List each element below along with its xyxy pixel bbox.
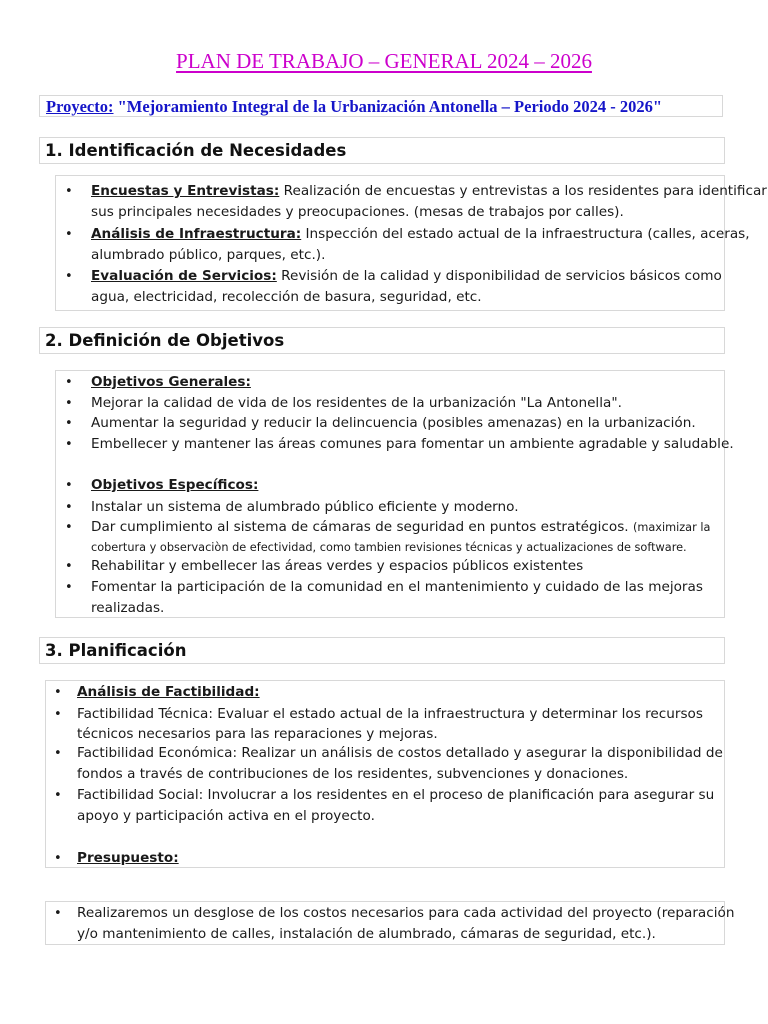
section-3-list: • Análisis de Factibilidad: • Factibilidad Técnica: Evaluar el estado actual de la infraestructura y determinar los recursos técnicos necesarios para las reparaciones y mejoras. • Factibilidad Económica: Realizar un análisis de costos detallado y asegurar la disponibilidad de fondos a través de contribuciones de los residentes, subvenciones y donaciones. • Factibilidad Social: Involucrar a los residentes en el proceso de planificación para asegurar su apoyo y participación activa en el proyecto. • Presupuesto:	[45, 680, 725, 868]
section-1-heading: 1. Identificación de Necesidades	[39, 137, 725, 164]
section-2-heading: 2. Definición de Objetivos	[39, 327, 725, 354]
section-1-list: • Encuestas y Entrevistas: Realización de encuestas y entrevistas a los residentes para identificar sus principales necesidades y preocupaciones. (mesas de trabajos por calles). • Análisis de Infraestructura: Inspección del estado actual de la infraestructura (calles, aceras, alumbrado público, parques, etc.). • Evaluación de Servicios: Revisión de la calidad y disponibilidad de servicios básicos como agua, electricidad, recolección de basura, seguridad, etc.	[55, 175, 725, 311]
presupuesto-list: • Realizaremos un desglose de los costos necesarios para cada actividad del proyecto (reparación y/o mantenimiento de calles, instalación de alumbrado, cámaras de seguridad, etc.).	[45, 901, 725, 945]
project-line	[39, 95, 723, 117]
section-3-heading: 3. Planificación	[39, 637, 725, 664]
project-label: Proyecto:	[46, 97, 114, 116]
document-title: PLAN DE TRABAJO – GENERAL 2024 – 2026	[176, 49, 592, 73]
project-name: "Mejoramiento Integral de la Urbanización Antonella – Periodo 2024 - 2026"	[117, 97, 663, 116]
section-2-list: • Objetivos Generales: • Mejorar la calidad de vida de los residentes de la urbanización "La Antonella". • Aumentar la seguridad y reducir la delincuencia (posibles amenazas) en la urbanización. • Embellecer y mantener las áreas comunes para fomentar un ambiente agradable y saludable. • Objetivos Específicos: • Instalar un sistema de alumbrado público eficiente y moderno. • Dar cumplimiento al sistema de cámaras de seguridad en puntos estratégicos. (maximizar la cobertura y observaciòn de efectividad, como tambien revisiones técnicas y actualizaciones de software. • Rehabilitar y embellecer las áreas verdes y espacios públicos existentes • Fomentar la participación de la comunidad en el mantenimiento y cuidado de las mejoras realizadas.	[55, 370, 725, 618]
